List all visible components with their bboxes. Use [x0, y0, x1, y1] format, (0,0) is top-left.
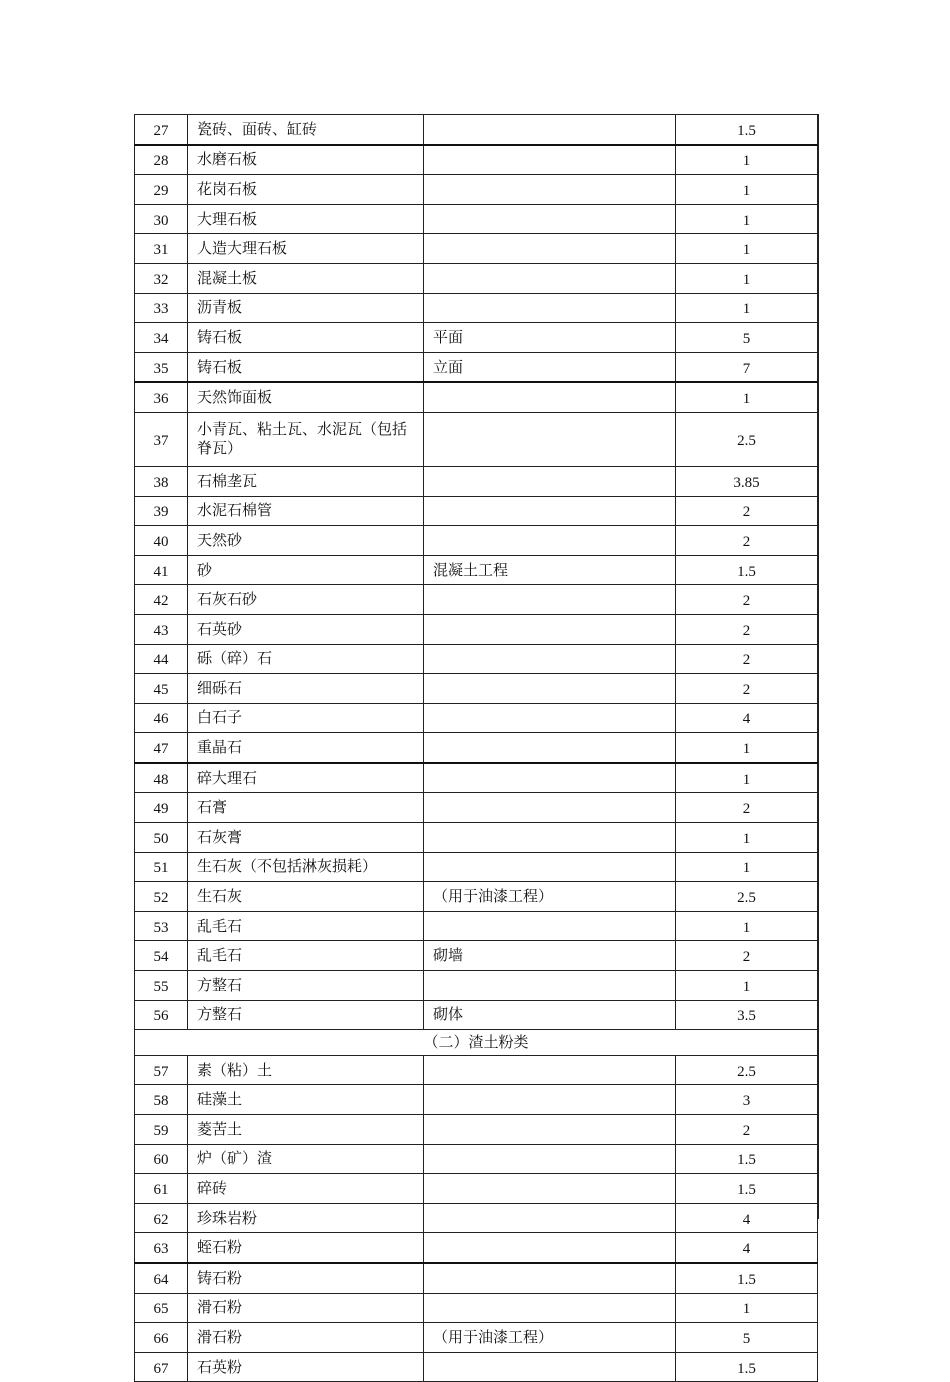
loss-rate-value: 1: [676, 234, 818, 264]
row-number: 63: [135, 1233, 188, 1263]
row-number: 36: [135, 382, 188, 412]
loss-rate-value: 5: [676, 323, 818, 353]
table-row: [135, 496, 818, 526]
material-name: 混凝土板: [188, 263, 424, 293]
material-name: 蛭石粉: [188, 1233, 424, 1263]
loss-rate-value: 1: [676, 382, 818, 412]
usage-note: [424, 703, 676, 733]
material-name: 重晶石: [188, 733, 424, 763]
usage-note: [424, 971, 676, 1001]
row-number: 31: [135, 234, 188, 264]
usage-note: [424, 234, 676, 264]
table-row: [135, 941, 818, 971]
usage-note: [424, 644, 676, 674]
row-number: 64: [135, 1263, 188, 1293]
usage-note: 砌墙: [424, 941, 676, 971]
loss-rate-value: 2: [676, 644, 818, 674]
usage-note: [424, 1144, 676, 1174]
usage-note: [424, 1085, 676, 1115]
table-row: [135, 234, 818, 264]
usage-note: [424, 412, 676, 466]
material-name: 石灰石砂: [188, 585, 424, 615]
loss-rate-value: 5: [676, 1323, 818, 1353]
row-number: 60: [135, 1144, 188, 1174]
usage-note: [424, 1055, 676, 1085]
loss-rate-value: 3.85: [676, 466, 818, 496]
table-row: [135, 352, 818, 382]
table-row: [135, 145, 818, 175]
usage-note: [424, 293, 676, 323]
usage-note: [424, 1233, 676, 1263]
table-row: [135, 466, 818, 496]
loss-rate-value: 2: [676, 1115, 818, 1145]
table-right-edge: [818, 114, 819, 1219]
usage-note: [424, 1174, 676, 1204]
loss-rate-value: 1.5: [676, 1352, 818, 1382]
loss-rate-value: 1: [676, 733, 818, 763]
usage-note: 平面: [424, 323, 676, 353]
loss-rate-value: 1: [676, 175, 818, 205]
material-name: 珍珠岩粉: [188, 1203, 424, 1233]
table-row: [135, 585, 818, 615]
material-name: 砂: [188, 555, 424, 585]
table-row: [135, 412, 818, 466]
row-number: 42: [135, 585, 188, 615]
row-number: 55: [135, 971, 188, 1001]
loss-rate-value: 1: [676, 145, 818, 175]
usage-note: [424, 614, 676, 644]
table-row: [135, 175, 818, 205]
loss-rate-value: 2.5: [676, 412, 818, 466]
row-number: 58: [135, 1085, 188, 1115]
row-number: 39: [135, 496, 188, 526]
table-section-header: [135, 1030, 818, 1056]
table-row: [135, 1293, 818, 1323]
material-name: 方整石: [188, 1000, 424, 1030]
usage-note: [424, 263, 676, 293]
table-row: [135, 614, 818, 644]
row-number: 51: [135, 852, 188, 882]
material-name: 滑石粉: [188, 1293, 424, 1323]
material-name: 乱毛石: [188, 941, 424, 971]
loss-rate-value: 2: [676, 496, 818, 526]
usage-note: [424, 115, 676, 145]
loss-rate-value: 2.5: [676, 882, 818, 912]
loss-rate-value: 1: [676, 852, 818, 882]
usage-note: [424, 145, 676, 175]
table-row: [135, 1233, 818, 1263]
loss-rate-value: 2: [676, 614, 818, 644]
material-name: 素（粘）土: [188, 1055, 424, 1085]
material-name: 砾（碎）石: [188, 644, 424, 674]
row-number: 54: [135, 941, 188, 971]
row-number: 47: [135, 733, 188, 763]
loss-rate-value: 1: [676, 763, 818, 793]
loss-rate-value: 2: [676, 674, 818, 704]
material-name: 石英砂: [188, 614, 424, 644]
loss-rate-value: 3: [676, 1085, 818, 1115]
table-row: [135, 703, 818, 733]
row-number: 49: [135, 793, 188, 823]
material-name: 人造大理石板: [188, 234, 424, 264]
usage-note: [424, 852, 676, 882]
usage-note: [424, 466, 676, 496]
usage-note: [424, 763, 676, 793]
material-name: 铸石板: [188, 323, 424, 353]
material-name: 小青瓦、粘土瓦、水泥瓦（包括脊瓦）: [188, 412, 424, 466]
usage-note: [424, 911, 676, 941]
table-row: [135, 823, 818, 853]
row-number: 38: [135, 466, 188, 496]
row-number: 28: [135, 145, 188, 175]
usage-note: [424, 382, 676, 412]
row-number: 45: [135, 674, 188, 704]
material-name: 滑石粉: [188, 1323, 424, 1353]
material-name: 细砾石: [188, 674, 424, 704]
table-row: [135, 323, 818, 353]
row-number: 66: [135, 1323, 188, 1353]
row-number: 43: [135, 614, 188, 644]
table-row: [135, 1203, 818, 1233]
material-name: 石棉垄瓦: [188, 466, 424, 496]
table-row: [135, 1144, 818, 1174]
usage-note: [424, 823, 676, 853]
table-row: [135, 882, 818, 912]
table-row: [135, 1115, 818, 1145]
material-name: 碎砖: [188, 1174, 424, 1204]
loss-rate-value: 2: [676, 941, 818, 971]
material-name: 乱毛石: [188, 911, 424, 941]
usage-note: （用于油漆工程）: [424, 1323, 676, 1353]
material-name: 石灰膏: [188, 823, 424, 853]
table-section-a: [135, 115, 818, 1030]
usage-note: [424, 1293, 676, 1323]
usage-note: [424, 674, 676, 704]
table-row: [135, 555, 818, 585]
usage-note: [424, 733, 676, 763]
table-row: [135, 763, 818, 793]
material-name: 瓷砖、面砖、缸砖: [188, 115, 424, 145]
row-number: 56: [135, 1000, 188, 1030]
table-row: [135, 1323, 818, 1353]
table-row: [135, 1085, 818, 1115]
material-name: 菱苦土: [188, 1115, 424, 1145]
material-name: 水磨石板: [188, 145, 424, 175]
row-number: 61: [135, 1174, 188, 1204]
usage-note: [424, 1115, 676, 1145]
loss-rate-table: [134, 114, 818, 1382]
table-row: [135, 1174, 818, 1204]
loss-rate-value: 1: [676, 204, 818, 234]
section-header-row: [135, 1030, 818, 1056]
table-row: [135, 911, 818, 941]
table-row: [135, 971, 818, 1001]
table-row: [135, 382, 818, 412]
row-number: 57: [135, 1055, 188, 1085]
row-number: 48: [135, 763, 188, 793]
row-number: 29: [135, 175, 188, 205]
table-row: [135, 733, 818, 763]
loss-rate-value: 1.5: [676, 115, 818, 145]
usage-note: 立面: [424, 352, 676, 382]
table-row: [135, 793, 818, 823]
material-name: 水泥石棉管: [188, 496, 424, 526]
material-name: 白石子: [188, 703, 424, 733]
usage-note: 砌体: [424, 1000, 676, 1030]
table-row: [135, 1352, 818, 1382]
loss-rate-value: 7: [676, 352, 818, 382]
material-name: 炉（矿）渣: [188, 1144, 424, 1174]
loss-rate-value: 1.5: [676, 1144, 818, 1174]
loss-rate-value: 2: [676, 585, 818, 615]
table-row: [135, 852, 818, 882]
usage-note: [424, 526, 676, 556]
row-number: 40: [135, 526, 188, 556]
table-row: [135, 674, 818, 704]
loss-rate-value: 1.5: [676, 1263, 818, 1293]
row-number: 32: [135, 263, 188, 293]
table-row: [135, 293, 818, 323]
loss-rate-value: 1: [676, 823, 818, 853]
material-name: 铸石粉: [188, 1263, 424, 1293]
row-number: 62: [135, 1203, 188, 1233]
row-number: 53: [135, 911, 188, 941]
material-name: 花岗石板: [188, 175, 424, 205]
loss-rate-value: 4: [676, 1203, 818, 1233]
material-name: 沥青板: [188, 293, 424, 323]
loss-rate-value: 1: [676, 293, 818, 323]
material-name: 方整石: [188, 971, 424, 1001]
loss-rate-value: 3.5: [676, 1000, 818, 1030]
usage-note: [424, 496, 676, 526]
material-name: 天然砂: [188, 526, 424, 556]
loss-rate-value: 1: [676, 1293, 818, 1323]
material-name: 生石灰（不包括淋灰损耗）: [188, 852, 424, 882]
row-number: 65: [135, 1293, 188, 1323]
table-row: [135, 644, 818, 674]
material-name: 铸石板: [188, 352, 424, 382]
material-name: 石英粉: [188, 1352, 424, 1382]
row-number: 52: [135, 882, 188, 912]
table-row: [135, 204, 818, 234]
usage-note: [424, 204, 676, 234]
usage-note: [424, 1263, 676, 1293]
loss-rate-value: 1: [676, 263, 818, 293]
table-row: [135, 1000, 818, 1030]
row-number: 30: [135, 204, 188, 234]
table-row: [135, 115, 818, 145]
row-number: 35: [135, 352, 188, 382]
loss-rate-value: 2: [676, 526, 818, 556]
row-number: 59: [135, 1115, 188, 1145]
usage-note: [424, 1352, 676, 1382]
usage-note: [424, 585, 676, 615]
row-number: 34: [135, 323, 188, 353]
table-row: [135, 1055, 818, 1085]
loss-rate-value: 1: [676, 911, 818, 941]
row-number: 44: [135, 644, 188, 674]
usage-note: 混凝土工程: [424, 555, 676, 585]
material-name: 天然饰面板: [188, 382, 424, 412]
table-section-b: [135, 1055, 818, 1382]
loss-rate-value: 2: [676, 793, 818, 823]
material-name: 大理石板: [188, 204, 424, 234]
material-name: 硅藻土: [188, 1085, 424, 1115]
row-number: 33: [135, 293, 188, 323]
usage-note: [424, 175, 676, 205]
row-number: 46: [135, 703, 188, 733]
row-number: 41: [135, 555, 188, 585]
usage-note: [424, 793, 676, 823]
loss-rate-value: 1: [676, 971, 818, 1001]
row-number: 27: [135, 115, 188, 145]
material-name: 生石灰: [188, 882, 424, 912]
loss-rate-value: 4: [676, 703, 818, 733]
usage-note: （用于油漆工程）: [424, 882, 676, 912]
material-name: 碎大理石: [188, 763, 424, 793]
loss-rate-value: 2.5: [676, 1055, 818, 1085]
section-title: （二）渣土粉类: [135, 1030, 818, 1056]
loss-rate-value: 1.5: [676, 1174, 818, 1204]
row-number: 37: [135, 412, 188, 466]
usage-note: [424, 1203, 676, 1233]
row-number: 50: [135, 823, 188, 853]
material-name: 石膏: [188, 793, 424, 823]
table-row: [135, 263, 818, 293]
loss-rate-value: 4: [676, 1233, 818, 1263]
row-number: 67: [135, 1352, 188, 1382]
table-row: [135, 526, 818, 556]
loss-rate-value: 1.5: [676, 555, 818, 585]
table-row: [135, 1263, 818, 1293]
